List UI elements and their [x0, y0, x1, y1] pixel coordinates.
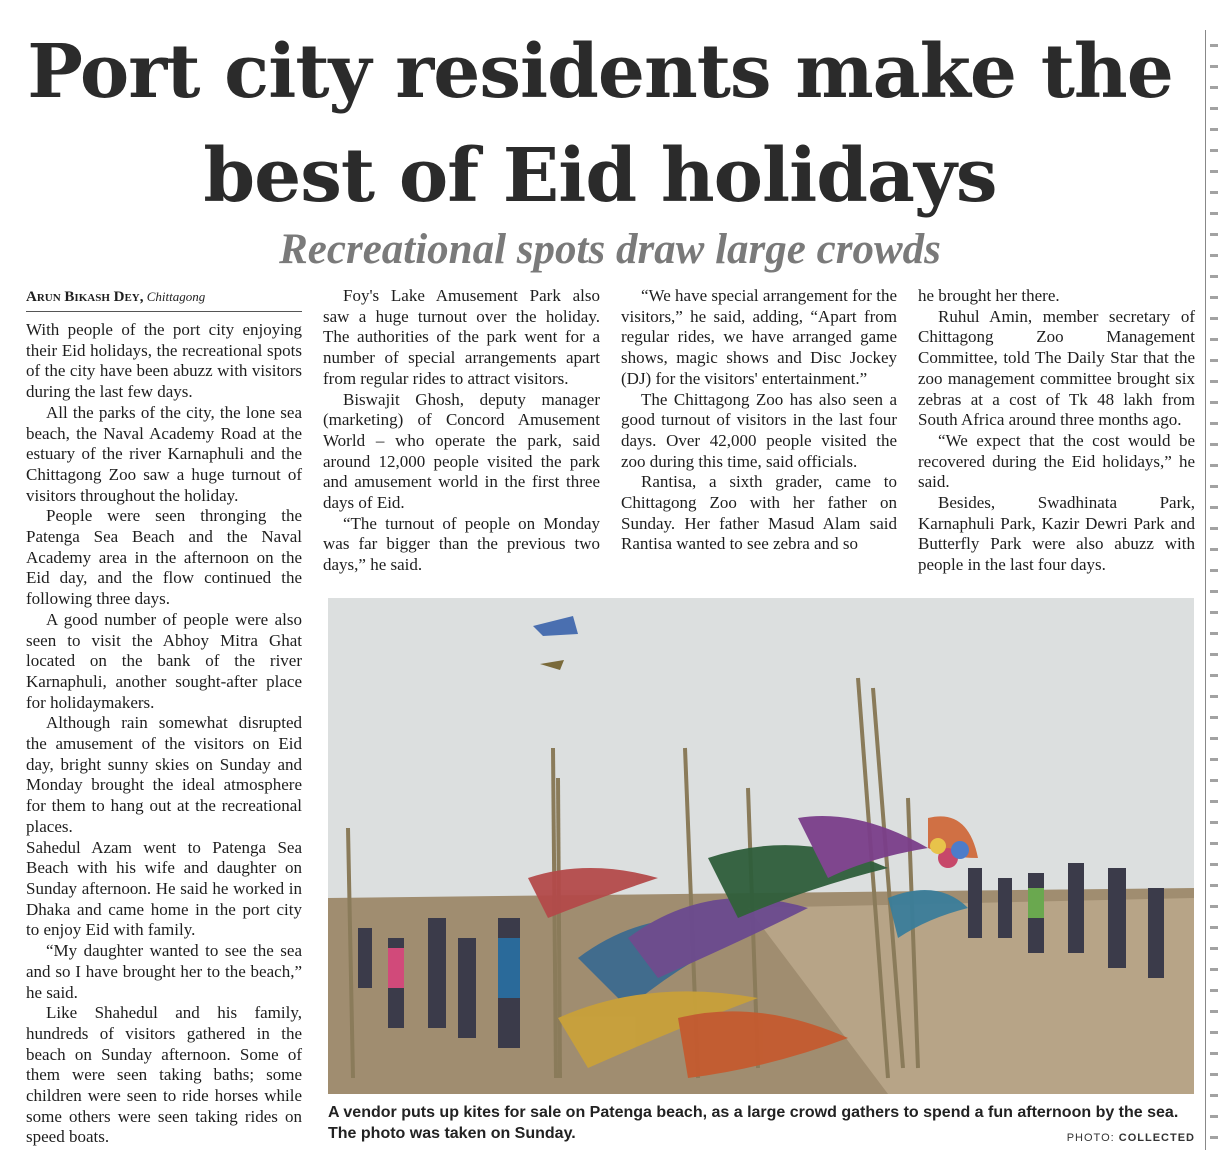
article-column-3 — [621, 286, 897, 555]
paragraph: People were seen thronging the Patenga Sea Beach and the Naval Academy area in the afternoon on the Eid day, and the flow continued the following three days. — [26, 506, 302, 609]
photo-illustration — [328, 598, 1194, 1094]
paragraph: Rantisa, a sixth grader, came to Chittagong Zoo with her father on Sunday. Her father Masud Alam said Rantisa wanted to see zebra and so — [621, 472, 897, 554]
adjacent-article-edge — [1210, 30, 1218, 1150]
paragraph: Ruhul Amin, member secretary of Chittagong Zoo Management Committee, told The Daily Star that the zoo management committee brought six zebras at a cost of Tk 48 lakh from South Africa around three months ago. — [918, 306, 1195, 430]
paragraph: “We have special arrangement for the visitors,” he said, adding, “Apart from regular rides, we have arranged game shows, magic shows and Disc Jockey (DJ) for the visitors' entertainment.” — [621, 286, 897, 388]
headline — [0, 20, 1200, 228]
paragraph: “We expect that the cost would be recovered during the Eid holidays,” he said. — [918, 430, 1195, 492]
paragraph: “My daughter wanted to see the sea and so I have brought her to the beach,” he said. — [26, 941, 302, 1002]
photo-credit-source: COLLECTED — [1118, 1132, 1195, 1144]
byline — [26, 288, 302, 312]
photo-credit-label: PHOTO: — [1066, 1132, 1115, 1144]
paragraph: “The turnout of people on Monday was far bigger than the previous two days,” he said. — [323, 513, 600, 575]
photo-caption: A vendor puts up kites for sale on Patenga beach, as a large crowd gathers to spend a fun afternoon by the sea. The photo was taken on Sunday. — [328, 1104, 1179, 1142]
paragraph: The Chittagong Zoo has also seen a good turnout of visitors in the last four days. Over 42,000 people visited the zoo during this time, said officials. — [621, 389, 897, 471]
subheadline: Recreational spots draw large crowds — [279, 226, 941, 273]
paragraph: All the parks of the city, the lone sea beach, the Naval Academy Road at the estuary of the river Karnaphuli and the Chittagong Zoo saw a huge turnout of visitors throughout the holiday. — [26, 402, 302, 505]
paragraph: Although rain somewhat disrupted the amusement of the visitors on Eid day, bright sunny skies on Sunday and Monday brought the ideal atmosphere for them to hang out at the recreational places. — [26, 713, 302, 836]
byline-location: Chittagong — [146, 289, 206, 304]
paragraph: A good number of people were also seen to visit the Abhoy Mitra Ghat located on the bank of the river Karnaphuli, another sought-after place for holidaymakers. — [26, 609, 302, 712]
paragraph: Sahedul Azam went to Patenga Sea Beach with his wife and daughter on Sunday afternoon. He said he worked in Dhaka and came home in the port city to enjoy Eid with family. — [26, 837, 302, 940]
balloon-icon — [930, 838, 946, 854]
headline-line-1: Port city residents make the — [27, 29, 1173, 115]
paragraph: Foy's Lake Amusement Park also saw a huge turnout over the holiday. The authorities of the park went for a number of special arrangements apart from regular rides to attract visitors. — [323, 286, 600, 388]
headline-line-2: best of Eid holidays — [203, 133, 997, 219]
balloon-icon — [951, 841, 969, 859]
beach-kites-photo — [328, 598, 1194, 1094]
article-column-4 — [918, 286, 1195, 576]
article-column-1 — [26, 320, 302, 1148]
paragraph: With people of the port city enjoying their Eid holidays, the recreational spots of the city have been abuzz with visitors during the last few days. — [26, 320, 302, 402]
paragraph: he brought her there. — [918, 286, 1060, 305]
paragraph: Biswajit Ghosh, deputy manager (marketing) of Concord Amusement World – who operate the park, said around 12,000 people visited the park and amusement world in the first three days of Eid. — [323, 389, 600, 513]
paragraph: Like Shahedul and his family, hundreds of visitors gathered in the beach on Sunday afternoon. Some of them were seen taking baths; some children were seen to ride horses while some others were seen taking rides on speed boats. — [26, 1003, 302, 1147]
paragraph: Besides, Swadhinata Park, Karnaphuli Park, Kazir Dewri Park and Butterfly Park were also abuzz with people in the last four days. — [918, 493, 1195, 575]
photo-credit — [1000, 1132, 1195, 1144]
byline-author: Arun Bikash Dey, — [26, 289, 144, 305]
column-divider — [1205, 30, 1206, 1150]
article-column-2 — [323, 286, 600, 576]
